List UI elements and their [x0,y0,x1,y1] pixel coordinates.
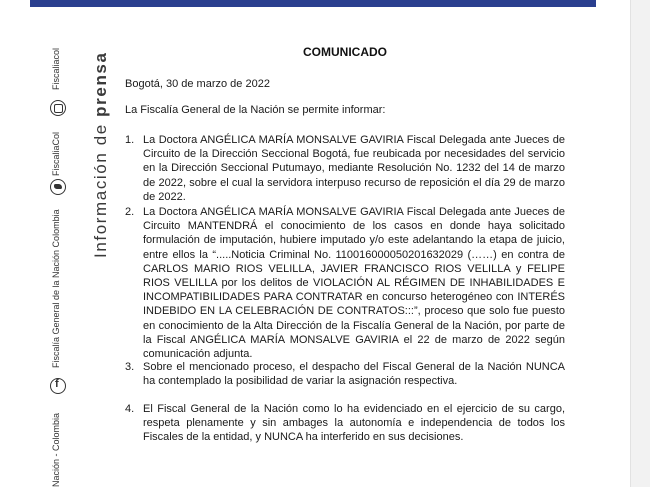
sidebar-facebook-label: Fiscalía General de la Nación Colombia [51,209,61,368]
instagram-icon [50,100,66,116]
sidebar-press-title: Información de prensa [91,51,110,258]
list-item [125,402,565,445]
list-item-text: La Doctora ANGÉLICA MARÍA MONSALVE GAVIRIA Fiscal Delegada ante Jueces de Circuito de la Dirección Seccional Bogotá, fue reubicada por necesidades del servicio en la Dirección Seccional Putumayo, mediante Resolución No. 1232 del 14 de marzo de 2022, sobre el cual la servidora interpuso recurso de reposición el día 29 de marzo de 2022. [143,134,565,203]
twitter-icon [50,179,66,195]
list-item-number: 3. [125,361,135,373]
list-item-number: 2. [125,206,135,218]
facebook-icon [50,378,66,394]
document-title: COMUNICADO [303,45,387,59]
list-item [125,360,565,388]
list-item [125,205,565,361]
document-date: Bogotá, 30 de marzo de 2022 [125,78,270,90]
document-intro: La Fiscalía General de la Nación se permite informar: [125,104,386,116]
list-item-text: El Fiscal General de la Nación como lo ha evidenciado en el ejercicio de su cargo, respeta plenamente y sin ambages la autonomía e independencia de todos los Fiscales de la entidad, y NUNCA ha interferido en sus decisiones. [143,403,565,444]
list-item-text: La Doctora ANGÉLICA MARÍA MONSALVE GAVIRIA Fiscal Delegada ante Jueces de Circuito MANTENDRÁ el conocimiento de los casos en donde haya solicitado formulación de imputación, hubiere imputado y/o este adelantando la etapa de juicio, entre ellos la “.....Noticia Criminal No. 110016000050201632029 (……) en contra de CARLOS MARIO RIOS VELILLA, JAVIER FRANCISCO RIOS VELILLA y FELIPE RIOS VELILLA por los delitos de VIOLACIÓN AL RÉGIMEN DE INHABILIDADES E INCOMPATIBILIDADES PARA CONTRATAR en concurso heterogéneo con INTERÉS INDEBIDO EN LA CELEBRACIÓN DE CONTRATOS:::”, proceso que solo fue puesto en conocimiento de la Alta Dirección de la Fiscalía General de la Nación, por parte de la Fiscal ANGÉLICA MARÍA MONSALVE GAVIRIA el 22 de marzo de 2022 según comunicación adjunta. [143,206,565,361]
sidebar-instagram-handle: Fiscaliacol [51,47,61,90]
list-item [125,133,565,204]
sidebar-footer-label: Nación - Colombia [51,412,61,487]
list-item-number: 4. [125,403,135,415]
list-item-text: Sobre el mencionado proceso, el despacho del Fiscal General de la Nación NUNCA ha contemplado la posibilidad de variar la asignación respectiva. [143,361,565,388]
viewer-margin [630,0,650,487]
list-item-number: 1. [125,134,135,146]
header-bar [30,0,596,7]
sidebar-twitter-handle: FiscaliaCol [51,131,61,176]
